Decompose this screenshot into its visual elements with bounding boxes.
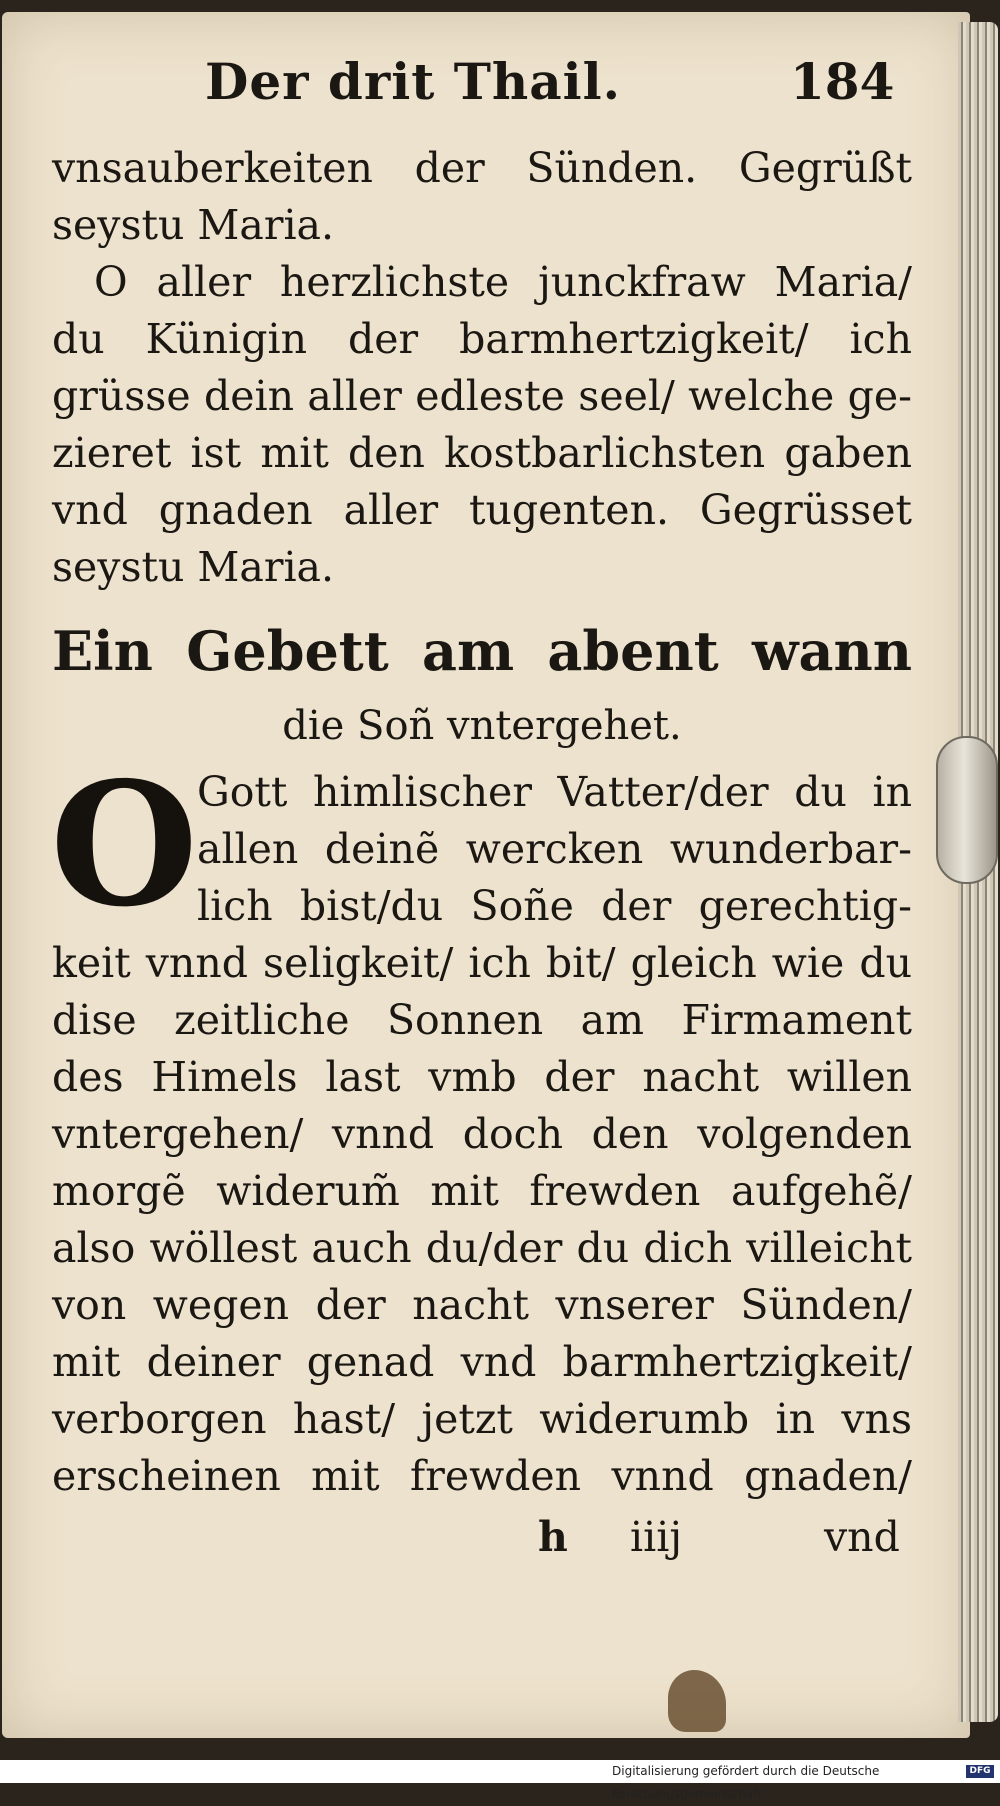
text-line: zieret ist mit den kostbarlichsten gaben bbox=[52, 429, 912, 477]
footer-credit: Digitalisierung gefördert durch die Deutsche Forschungsgemeinschaft · bbox=[612, 1764, 880, 1801]
text-line: O aller herzlichste junckfraw Maria/ bbox=[94, 258, 912, 306]
text-line: morgẽ widerum̃ mit frewden aufgehẽ/ bbox=[52, 1167, 912, 1215]
text-line: Gott himlischer Vatter/der du in bbox=[197, 768, 912, 816]
text-line: seystu Maria. bbox=[52, 543, 335, 591]
text-line: lich bist/du Soñe der gerechtig- bbox=[197, 882, 912, 930]
catchword: vnd bbox=[824, 1513, 900, 1561]
text-line: grüsse dein aller edleste seel/ welche ge- bbox=[52, 372, 912, 420]
book-clasp bbox=[936, 736, 998, 884]
page-header bbox=[205, 42, 905, 122]
section-heading: Ein Gebett am abent wann bbox=[52, 619, 912, 683]
text-line: seystu Maria. bbox=[52, 201, 335, 249]
signature-number: iiij bbox=[630, 1513, 683, 1561]
signature-line bbox=[52, 1505, 912, 1569]
text-line: des Himels last vmb der nacht willen bbox=[52, 1053, 912, 1101]
text-line: verborgen hast/ jetzt widerumb in vns bbox=[52, 1395, 912, 1443]
text-line: vnd gnaden aller tugenten. Gegrüsset bbox=[52, 486, 912, 534]
text-line: also wöllest auch du/der du dich villeicht bbox=[52, 1224, 912, 1272]
text-line: dise zeitliche Sonnen am Firmament bbox=[52, 996, 912, 1044]
text-line: mit deiner genad vnd barmhertzigkeit/ bbox=[52, 1338, 912, 1386]
section-subheading: die Soñ vntergehet. bbox=[282, 703, 682, 749]
text-line: allen deinẽ wercken wunderbar- bbox=[197, 825, 912, 873]
text-line: erscheinen mit frewden vnnd gnaden/ bbox=[52, 1452, 912, 1500]
signature-letter: h bbox=[538, 1513, 568, 1561]
text-line: du Künigin der barmhertzigkeit/ ich bbox=[52, 315, 912, 363]
page-number: 184 bbox=[790, 52, 895, 111]
running-head: Der drit Thail. bbox=[205, 52, 622, 111]
prayer-paragraph bbox=[50, 745, 912, 1505]
dfg-logo: DFG bbox=[966, 1765, 994, 1778]
text-block bbox=[52, 140, 912, 1569]
text-line: vnsauberkeiten der Sünden. Gegrüßt bbox=[52, 144, 912, 192]
digitization-footer bbox=[0, 1760, 1000, 1801]
text-line: von wegen der nacht vnserer Sünden/ bbox=[52, 1281, 912, 1329]
drop-cap: O bbox=[50, 745, 199, 945]
text-line: vntergehen/ vnnd doch den volgenden bbox=[52, 1110, 912, 1158]
text-line: keit vnnd seligkeit/ ich bit/ gleich wie du bbox=[52, 939, 912, 987]
